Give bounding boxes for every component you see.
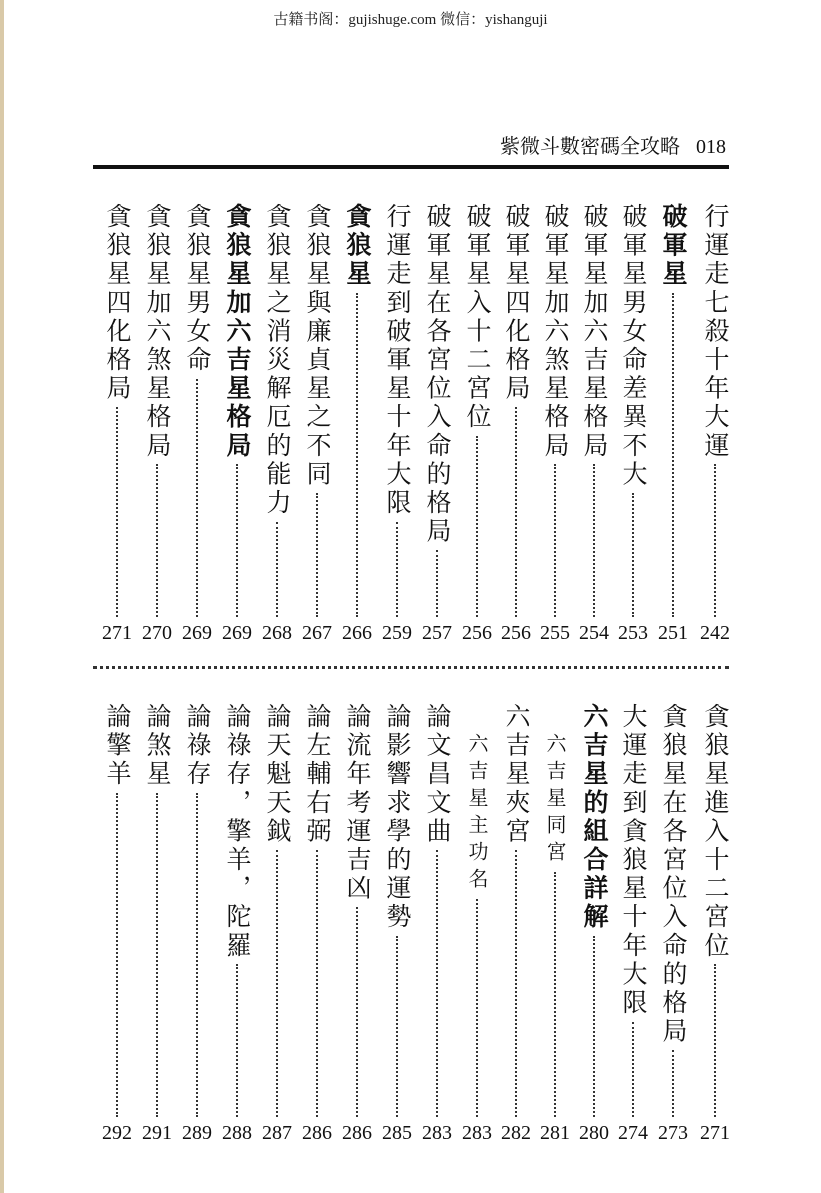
- dot-leader: [476, 899, 478, 1117]
- dot-leader: [632, 1022, 634, 1117]
- dot-leader: [156, 793, 158, 1117]
- dot-leader: [672, 1050, 674, 1117]
- toc-entry[interactable]: [574, 703, 614, 1143]
- toc-entry-page: 274: [618, 1122, 648, 1144]
- dot-leader: [316, 850, 318, 1117]
- toc-entry-title: 貪狼星四化格局: [103, 203, 132, 404]
- toc-entry-title: 貪狼星之消災解厄的能力: [263, 203, 292, 518]
- toc-entry-page: 289: [182, 1122, 212, 1144]
- toc-entry-title: 破軍星: [659, 203, 688, 289]
- toc-entry-title: 論流年考運吉凶: [343, 703, 372, 904]
- toc-entry-title: 破軍星男女命差異不大: [619, 203, 648, 489]
- dot-leader: [396, 936, 398, 1117]
- toc-entry-title: 論祿存: [183, 703, 212, 789]
- toc-entry-page: 270: [142, 622, 172, 644]
- toc-entry-title: 論左輔右弼: [303, 703, 332, 846]
- toc-entry[interactable]: [695, 203, 735, 643]
- dot-leader: [276, 522, 278, 617]
- toc-entry-page: 254: [579, 622, 609, 644]
- toc-entry-page: 281: [540, 1122, 570, 1144]
- toc-entry-page: 286: [342, 1122, 372, 1144]
- toc-entry-page: 257: [422, 622, 452, 644]
- dot-leader: [714, 964, 716, 1117]
- toc-entry[interactable]: [177, 703, 217, 1143]
- toc-entry[interactable]: [457, 703, 497, 1143]
- toc-entry-page: 273: [658, 1122, 688, 1144]
- toc-entry-title: 破軍星加六煞星格局: [541, 203, 570, 461]
- toc-entry-title: 論祿存，擎羊，陀羅: [223, 703, 252, 961]
- toc-entry[interactable]: [337, 203, 377, 643]
- toc-entry-page: 291: [142, 1122, 172, 1144]
- dot-leader: [476, 436, 478, 617]
- toc-entry-page: 256: [501, 622, 531, 644]
- dot-leader: [116, 407, 118, 617]
- toc-entry[interactable]: [377, 703, 417, 1143]
- toc-entry-page: 283: [462, 1122, 492, 1144]
- section-divider: [93, 666, 729, 669]
- dot-leader: [554, 464, 556, 617]
- toc-entry-page: 271: [102, 622, 132, 644]
- toc-entry[interactable]: [695, 703, 735, 1143]
- toc-entry-title: 貪狼星加六煞星格局: [143, 203, 172, 461]
- toc-entry-page: 251: [658, 622, 688, 644]
- toc-entry-page: 283: [422, 1122, 452, 1144]
- toc-entry[interactable]: [297, 203, 337, 643]
- dot-leader: [515, 850, 517, 1117]
- toc-entry[interactable]: [496, 203, 536, 643]
- toc-entry-title: 論擎羊: [103, 703, 132, 789]
- page-edge: [0, 0, 4, 1193]
- toc-entry[interactable]: [535, 703, 575, 1143]
- toc-entry-title: 論影響求學的運勢: [383, 703, 412, 932]
- dot-leader: [554, 872, 556, 1117]
- toc-entry[interactable]: [417, 203, 457, 643]
- watermark: 古籍书阁：gujishuge.com 微信：yishanguji: [273, 12, 548, 28]
- toc-entry-page: 285: [382, 1122, 412, 1144]
- dot-leader: [396, 522, 398, 617]
- toc-entry[interactable]: [217, 203, 257, 643]
- toc-entry-title: 六吉星同宮: [543, 733, 567, 868]
- toc-entry[interactable]: [613, 703, 653, 1143]
- toc-entry-page: 288: [222, 1122, 252, 1144]
- dot-leader: [515, 407, 517, 617]
- toc-entry[interactable]: [217, 703, 257, 1143]
- toc-entry-page: 287: [262, 1122, 292, 1144]
- toc-entry-title: 論煞星: [143, 703, 172, 789]
- toc-entry-title: 貪狼星與廉貞星之不同: [303, 203, 332, 489]
- toc-entry-page: 292: [102, 1122, 132, 1144]
- toc-entry-page: 280: [579, 1122, 609, 1144]
- toc-entry-title: 行運走到破軍星十年大限: [383, 203, 412, 518]
- toc-entry-page: 255: [540, 622, 570, 644]
- toc-entry[interactable]: [653, 703, 693, 1143]
- dot-leader: [196, 379, 198, 617]
- toc-entry-page: 259: [382, 622, 412, 644]
- toc-entry[interactable]: [496, 703, 536, 1143]
- toc-entry-page: 269: [182, 622, 212, 644]
- dot-leader: [356, 907, 358, 1117]
- dot-leader: [276, 850, 278, 1117]
- toc-entry-title: 論文昌文曲: [423, 703, 452, 846]
- book-title: 紫微斗數密碼全攻略: [500, 136, 680, 158]
- toc-entry[interactable]: [177, 203, 217, 643]
- toc-entry[interactable]: [297, 703, 337, 1143]
- toc-entry-title: 破軍星在各宮位入命的格局: [423, 203, 452, 547]
- toc-entry-title: 大運走到貪狼星十年大限: [619, 703, 648, 1018]
- dot-leader: [236, 964, 238, 1117]
- dot-leader: [236, 464, 238, 617]
- dot-leader: [356, 293, 358, 617]
- toc-entry-title: 破軍星四化格局: [502, 203, 531, 404]
- dot-leader: [714, 464, 716, 617]
- dot-leader: [436, 850, 438, 1117]
- toc-entry-title: 貪狼星進入十二宮位: [701, 703, 730, 961]
- toc-entry-page: 268: [262, 622, 292, 644]
- toc-entry-title: 六吉星夾宮: [502, 703, 531, 846]
- toc-entry-title: 論天魁天鉞: [263, 703, 292, 846]
- toc-entry-title: 行運走七殺十年大運: [701, 203, 730, 461]
- toc-entry[interactable]: [653, 203, 693, 643]
- toc-entry[interactable]: [97, 203, 137, 643]
- dot-leader: [316, 493, 318, 617]
- toc-entry[interactable]: [377, 203, 417, 643]
- toc-entry-page: 253: [618, 622, 648, 644]
- dot-leader: [593, 464, 595, 617]
- header-rule: [93, 165, 729, 169]
- toc-entry-title: 貪狼星在各宮位入命的格局: [659, 703, 688, 1047]
- toc-entry-page: 286: [302, 1122, 332, 1144]
- dot-leader: [116, 793, 118, 1117]
- toc-entry-title: 貪狼星: [343, 203, 372, 289]
- dot-leader: [593, 936, 595, 1117]
- toc-entry[interactable]: [457, 203, 497, 643]
- toc-entry-title: 六吉星的組合詳解: [580, 703, 609, 932]
- dot-leader: [436, 550, 438, 617]
- toc-entry[interactable]: [257, 703, 297, 1143]
- dot-leader: [672, 293, 674, 617]
- dot-leader: [632, 493, 634, 617]
- toc-entry-page: 269: [222, 622, 252, 644]
- toc-entry[interactable]: [574, 203, 614, 643]
- toc-entry-title: 破軍星加六吉星格局: [580, 203, 609, 461]
- toc-entry-page: 266: [342, 622, 372, 644]
- toc-entry-page: 267: [302, 622, 332, 644]
- page-number: 018: [696, 136, 726, 158]
- toc-entry[interactable]: [535, 203, 575, 643]
- toc-entry[interactable]: [137, 703, 177, 1143]
- toc-entry-title: 貪狼星加六吉星格局: [223, 203, 252, 461]
- toc-entry-title: 破軍星入十二宮位: [463, 203, 492, 432]
- running-header: [500, 130, 726, 159]
- toc-entry[interactable]: [137, 203, 177, 643]
- toc-entry-page: 282: [501, 1122, 531, 1144]
- toc-entry-page: 271: [700, 1122, 730, 1144]
- toc-entry[interactable]: [97, 703, 137, 1143]
- dot-leader: [156, 464, 158, 617]
- dot-leader: [196, 793, 198, 1117]
- toc-entry-title: 貪狼星男女命: [183, 203, 212, 375]
- toc-entry[interactable]: [337, 703, 377, 1143]
- toc-entry[interactable]: [257, 203, 297, 643]
- toc-entry[interactable]: [417, 703, 457, 1143]
- toc-entry-page: 242: [700, 622, 730, 644]
- toc-entry[interactable]: [613, 203, 653, 643]
- toc-entry-page: 256: [462, 622, 492, 644]
- toc-entry-title: 六吉星主功名: [465, 733, 489, 895]
